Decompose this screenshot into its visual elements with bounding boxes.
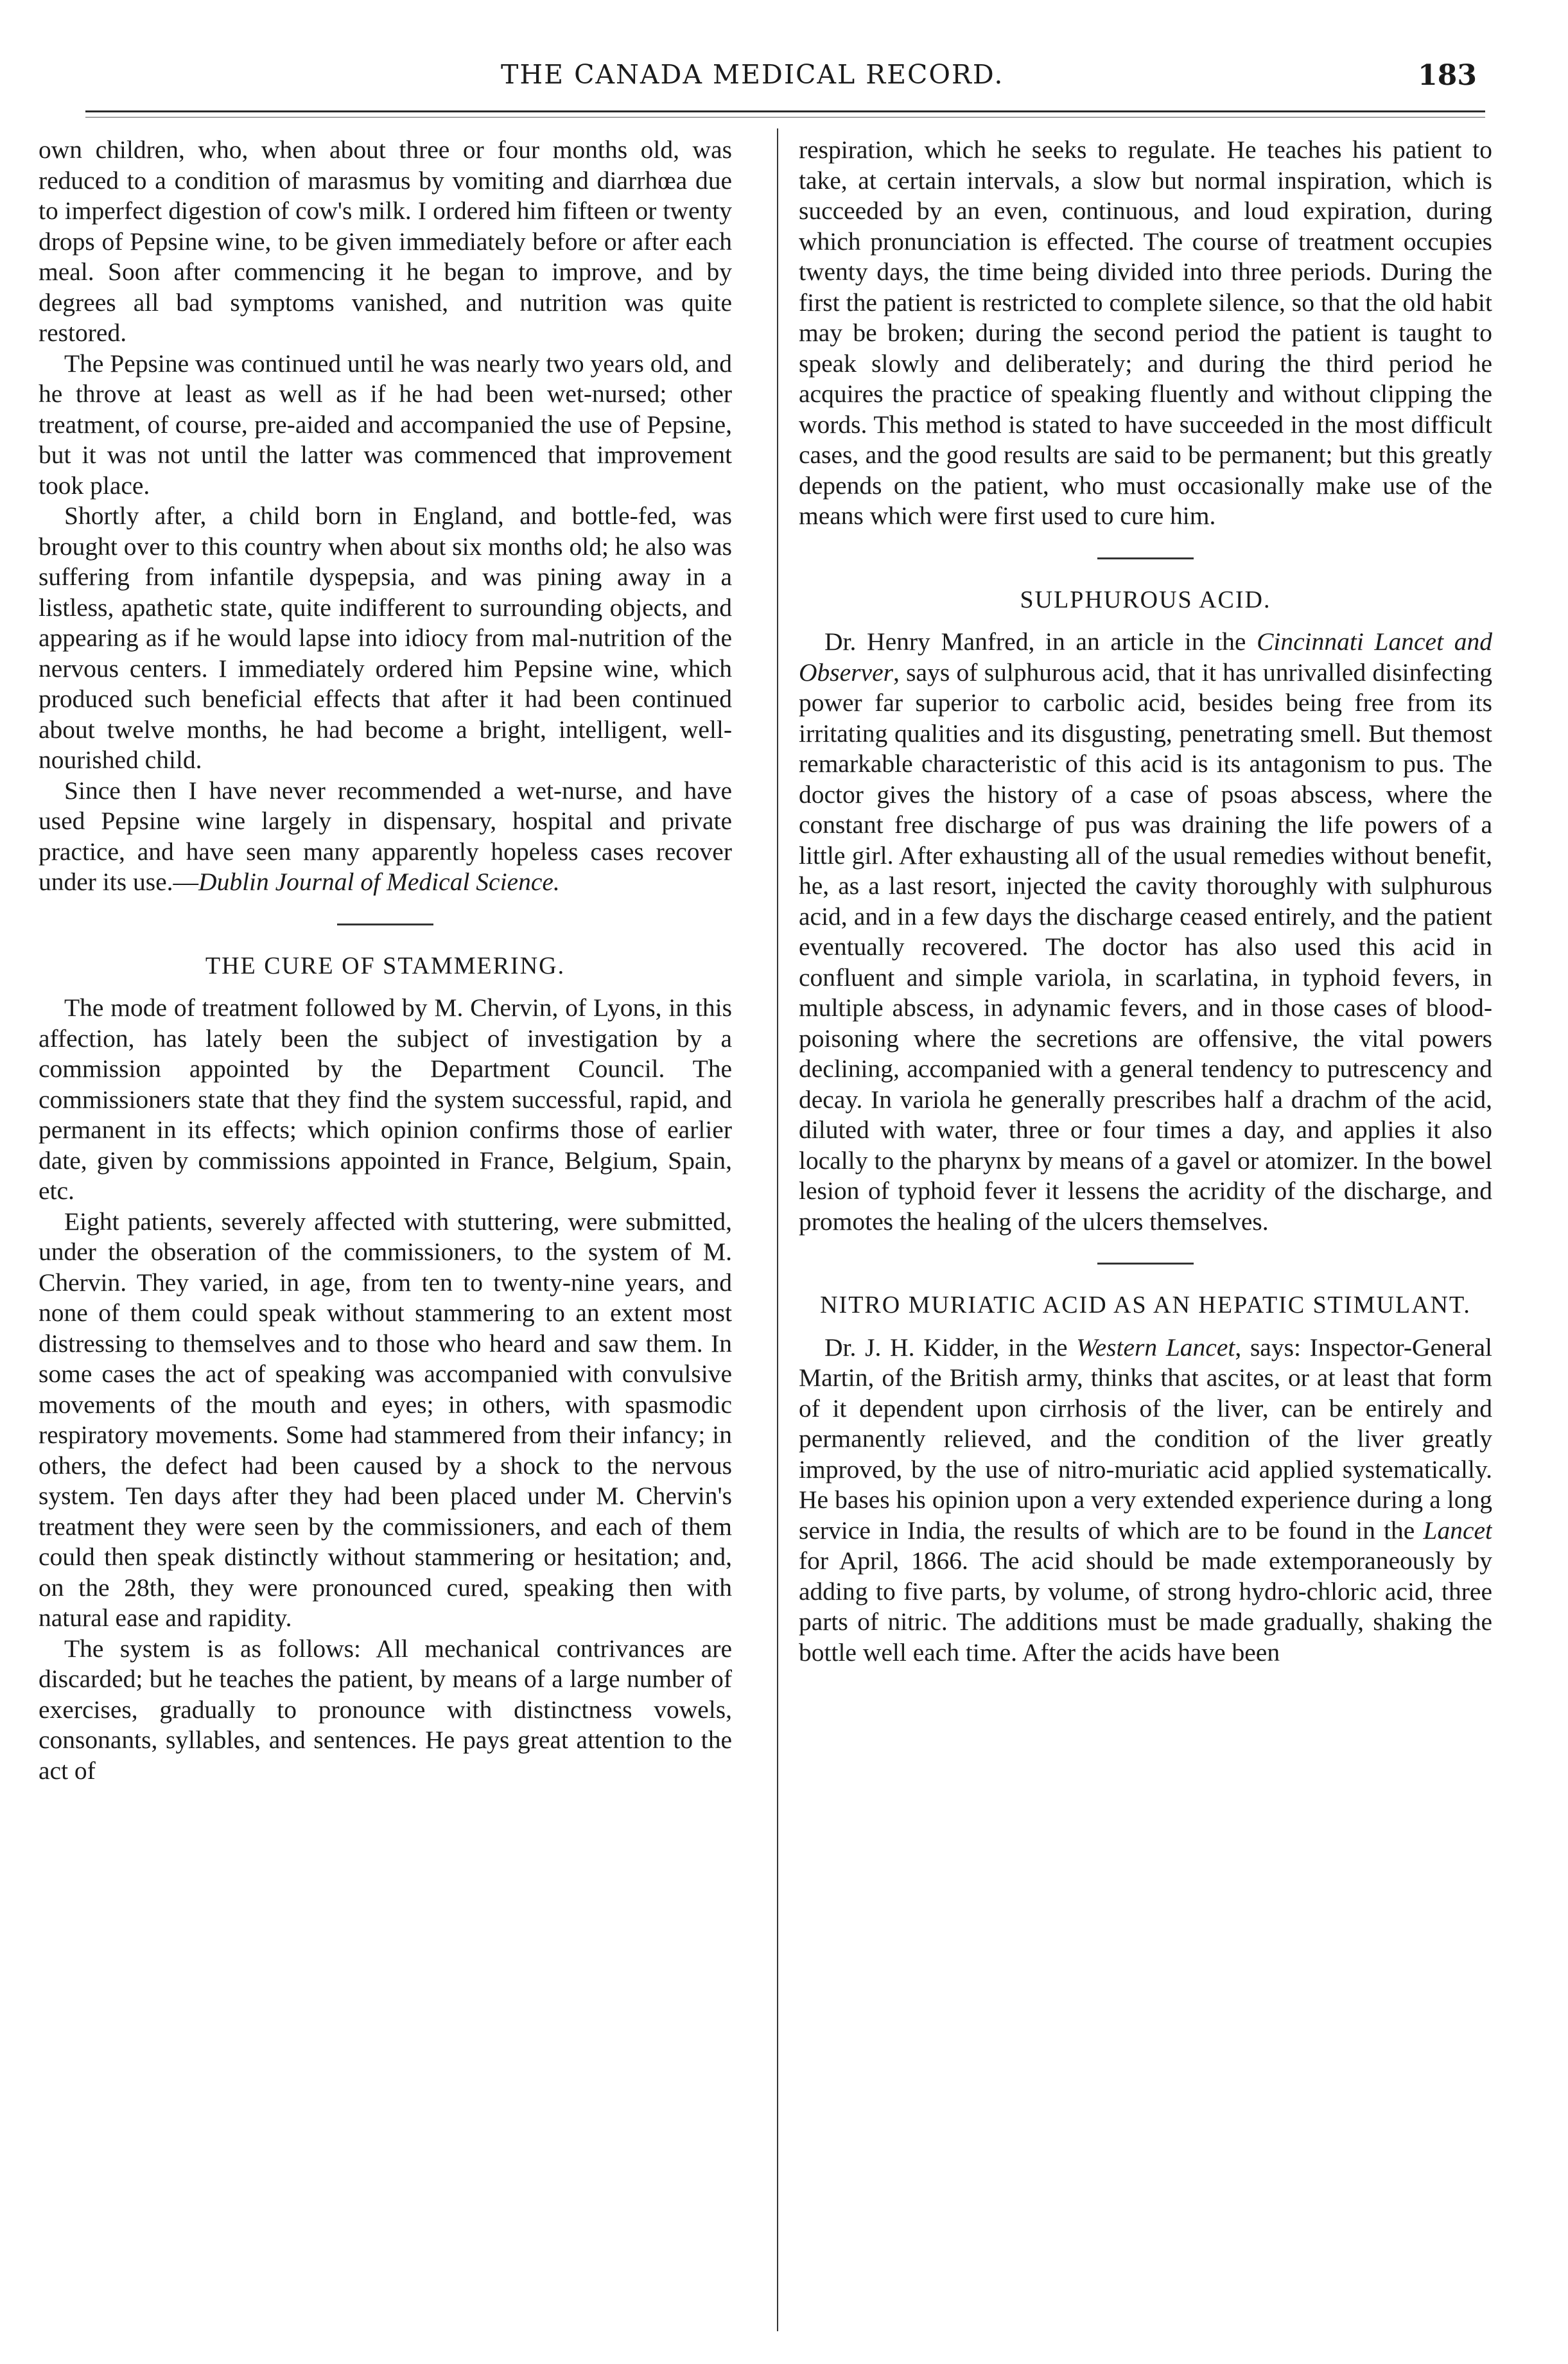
article-paragraph [799,627,1492,1237]
header-rule-thin [85,117,1485,118]
paragraph-text: Dr. Henry Manfred, in an article in the [824,627,1257,656]
header-rule [85,110,1485,112]
page-header [148,59,1477,98]
source-citation: Dublin Journal of Medical Science. [198,868,560,896]
paragraph-text: , says of sulphurous acid, that it has unrivalled disinfecting power far superior to carbolic acid, besides being free from its irritating qualities and its disgusting, penetrating smell. But themost remarkable characteristic of this acid is its antagonism to pus. The doctor gives the history of a case of psoas abscess, where the constant free discharge of pus was draining the life powers of a little girl. After exhausting all of the usual remedies without benefit, he, as a last resort, injected the cavity thoroughly with sulphurous acid, and in a few days the discharge ceased entirely, and the patient eventually recovered. The doctor has also used this acid in confluent and simple variola, in scarlatina, in typhoid fevers, in multiple abscess, in adynamic fevers, and in those cases of blood-poisoning where the secretions are offensive, the vital powers declining, accompanied with a general tendency to putrescency and decay. In variola he generally prescribes half a drachm of the acid, diluted with water, three or four times a day, and applies it also locally to the pharynx by means of a gavel or atomizer. In the bowel lesion of typhoid fever it lessens the acridity of the discharge, and promotes the healing of the ulcers themselves. [799,658,1492,1236]
section-divider [1097,557,1194,559]
section-heading-stammering: THE CURE OF STAMMERING. [205,952,566,979]
article-paragraph-continued: respiration, which he seeks to regulate. He teaches his patient to take, at certain intervals, a slow but normal inspiration, which is succeeded by an even, continuous, and loud expiration, during which pronunciation is effected. The course of treatment occupies twenty days, the time being divided into three periods. During the first the patient is restricted to complete silence, so that the old habit may be broken; during the second period the patient is taught to speak slowly and deliberately; and during the third period he acquires the practice of speaking fluently and without clipping the words. This method is stated to have succeeded in the most difficult cases, and the good results are said to be permanent; but this greatly depends on the patient, who must occasionally make use of the means which were first used to cure him. [799,136,1492,530]
article-paragraph: The Pepsine was continued until he was nearly two years old, and he throve at least as well as if he had been wet-nursed; other treatment, of course, pre-aided and accompanied the use of Pepsine, but it was not until the latter was commenced that improvement took place. [39,349,732,500]
right-column [799,135,1492,2325]
journal-title: Lancet [1423,1516,1492,1545]
paragraph-text: , says: Inspector-General Martin, of the British army, thinks that ascites, or at least that form of it dependent upon cirrhosis of the liver, can be entirely and permanently relieved, and the condition of the liver greatly improved, by the use of nitro-muriatic acid applied systematically. He bases his opinion upon a very extended experience during a long service in India, the results of which are to be found in the [799,1333,1492,1545]
running-title: THE CANADA MEDICAL RECORD. [501,59,1004,90]
section-divider [1097,1263,1194,1265]
paragraph-text: Dr. J. H. Kidder, in the [824,1333,1077,1361]
section-heading-sulphurous: SULPHUROUS ACID. [1020,586,1271,613]
left-column [39,135,732,2325]
section-heading-nitro-muriatic: NITRO MURIATIC ACID AS AN HEPATIC STIMULANT. [820,1291,1471,1318]
article-paragraph [799,1333,1492,1668]
article-paragraph: The system is as follows: All mechanical contrivances are discarded; but he teaches the patient, by means of a large number of exercises, gradually to pronounce with distinctness vowels, consonants, syllables, and sentences. He pays great attention to the act of [39,1634,732,1785]
paragraph-text: Since then I have never recommended a wet-nurse, and have used Pepsine wine largely in dispensary, hospital and private practice, and have seen many apparently hopeless cases recover under its use.— [39,776,732,896]
section-divider [337,924,433,925]
paragraph-text: for April, 1866. The acid should be made extemporaneously by adding to five parts, by volume, of strong hydro-chloric acid, three parts of nitric. The additions must be made gradually, shaking the bottle well each time. After the acids have been [799,1546,1492,1667]
column-divider [777,128,778,2331]
journal-title: Cincinnati Lancet and Observer [799,627,1492,687]
article-paragraph: The mode of treatment followed by M. Chervin, of Lyons, in this affection, has lately been the subject of investigation by a commission appointed by the Department Council. The commissioners state that they find the system successful, rapid, and permanent in its effects; which opinion confirms those of earlier date, given by commissions appointed in France, Belgium, Spain, etc. [39,994,732,1205]
journal-title: Western Lancet [1076,1333,1235,1361]
page-number: 183 [1418,59,1477,92]
article-paragraph: Shortly after, a child born in England, and bottle-fed, was brought over to this country when about six months old; he also was suffering from infantile dyspepsia, and was pining away in a listless, apathetic state, quite indifferent to surrounding objects, and appearing as if he would lapse into idiocy from mal-nutrition of the nervous centers. I immediately ordered him Pepsine wine, which produced such beneficial effects that after it had been continued about twelve months, he had become a bright, intelligent, well-nourished child. [39,502,732,774]
article-paragraph: Eight patients, severely affected with stuttering, were submitted, under the obseration of the commissioners, to the system of M. Chervin. They varied, in age, from ten to twenty-nine years, and none of them could speak without stammering to an extent most distressing to themselves and to those who heard and saw them. In some cases the act of speaking was accompanied with convulsive movements of the mouth and eyes; in others, with spasmodic respiratory movements. Some had stammered from their infancy; in others, the defect had been caused by a shock to the nervous system. Ten days after they had been placed under M. Chervin's treatment they were seen by the commissioners, and each of them could then speak distinctly without stammering or hesitation; and, on the 28th, they were pronounced cured, speaking then with natural ease and rapidity. [39,1207,732,1632]
article-paragraph-final [39,776,732,898]
article-paragraph: own children, who, when about three or four months old, was reduced to a condition of marasmus by vomiting and diarrhœa due to imperfect digestion of cow's milk. I ordered him fifteen or twenty drops of Pepsine wine, to be given immediately before or after each meal. Soon after commencing it he began to improve, and by degrees all bad symptoms vanished, and nutrition was quite restored. [39,136,732,347]
